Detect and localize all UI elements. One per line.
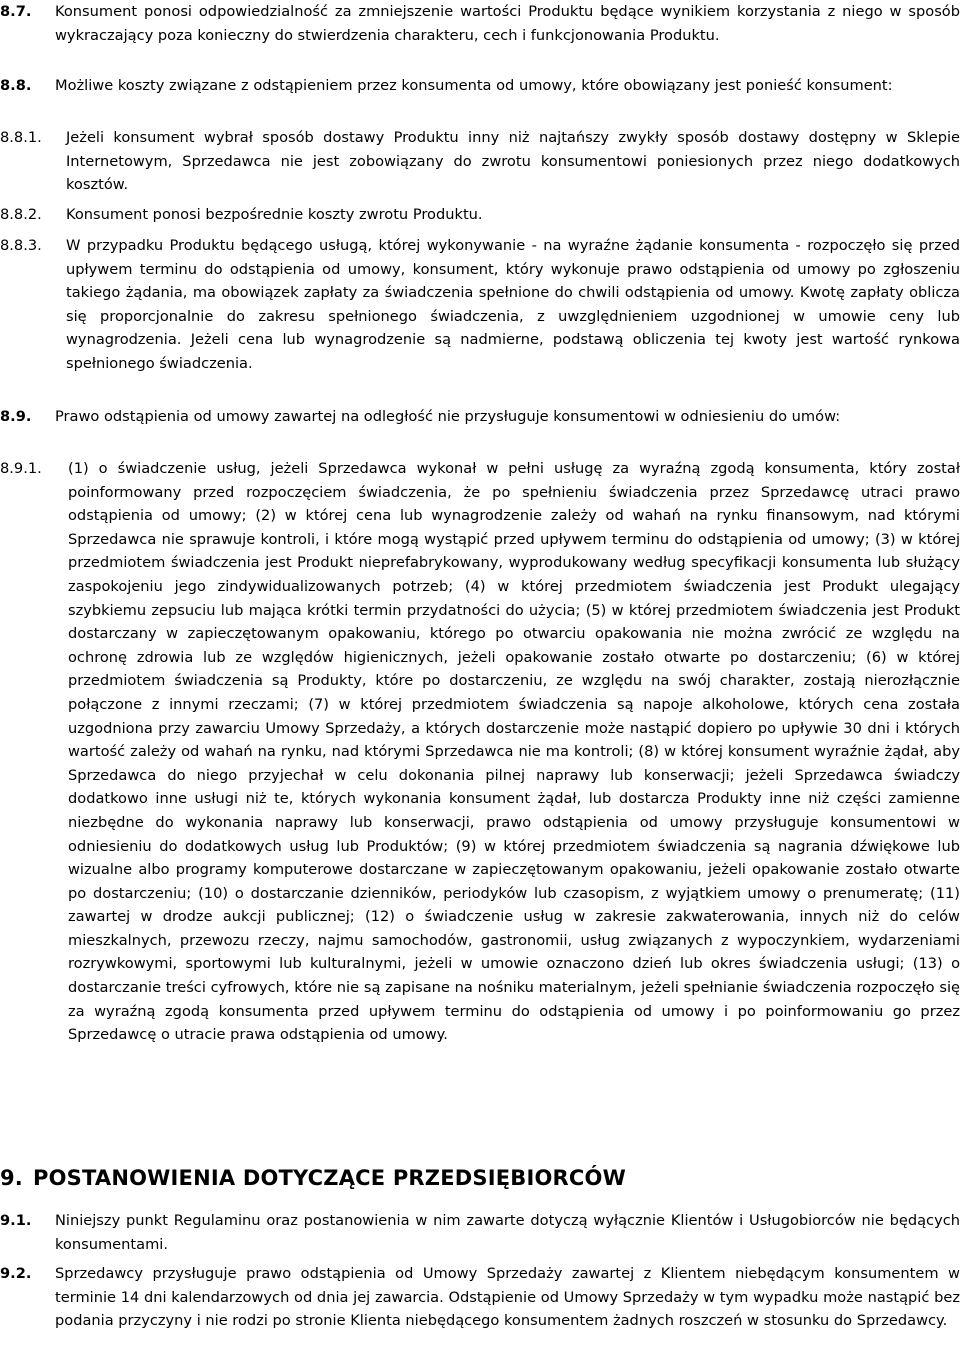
section-text: (1) o świadczenie usług, jeżeli Sprzedawca wykonał w pełni usługę za wyraźną zgodą konsumenta, który został poinformowany przed rozpoczęciem świadczenia, że po spełnieniu świadczenia przez Sprzedawcę utraci prawo odstąpienia od umowy; (2) w której cena lub wynagrodzenie zależy od wahań na rynku finansowym, nad którymi Sprzedawca nie sprawuje kontroli, i które mogą wystąpić przed upływem terminu do odstąpienia od umowy; (3) w której przedmiotem świadczenia jest Produkt nieprefabrykowany, wyprodukowany według specyfikacji konsumenta lub służący zaspokojeniu jego zindywidualizowanych potrzeb; (4) w której przedmiotem świadczenia jest Produkt ulegający szybkiemu zepsuciu lub mająca krótki termin przydatności do użycia; (5) w której przedmiotem świadczenia jest Produkt dostarczany w zapieczętowanym opakowaniu, którego po otwarciu opakowania nie można zwrócić ze względu na ochronę zdrowia lub ze względów higienicznych, jeżeli opakowanie zostało otwarte po dostarczeniu; (6) w której przedmiotem świadczenia są Produkty, które po dostarczeniu, ze względu na swój charakter, zostają nierozłącznie połączone z innymi rzeczami; (7) w której przedmiotem świadczenia są napoje alkoholowe, których cena została uzgodniona przy zawarciu Umowy Sprzedaży, a których dostarczenie może nastąpić dopiero po upływie 30 dni i których wartość zależy od wahań na rynku, nad którymi Sprzedawca nie ma kontroli; (8) w której konsument wyraźnie żądał, aby Sprzedawca do niego przyjechał w celu dokonania pilnej naprawy lub konserwacji; jeżeli Sprzedawca świadczy dodatkowo inne usługi niż te, których wykonania konsument żądał, lub dostarcza Produkty inne niż części zamienne niezbędne do wykonania naprawy lub konserwacji, prawo odstąpienia od umowy przysługuje konsumentowi w odniesieniu do dodatkowych usług lub Produktów; (9) w której przedmiotem świadczenia są nagrania dźwiękowe lub wizualne albo programy komputerowe dostarczane w zapieczętowanym opakowaniu, jeżeli opakowanie zostało otwarte po dostarczeniu; (10) o dostarczanie dzienników, periodyków lub czasopism, z wyjątkiem umowy o prenumeratę; (11) zawartej w drodze aukcji publicznej; (12) o świadczenie usług w zakresie zakwaterowania, innych niż do celów mieszkalnych, przewozu rzeczy, najmu samochodów, gastronomii, usług związanych z wypoczynkiem, wydarzeniami rozrywkowymi, sportowymi lub kulturalnymi, jeżeli w umowie oznaczono dzień lub okres świadczenia usługi; (13) o dostarczanie treści cyfrowych, które nie są zapisane na nośniku materialnym, jeżeli spełnianie świadczenia rozpoczęło się za wyraźną zgodą konsumenta przed upływem terminu do odstąpienia od umowy i po poinformowaniu go przez Sprzedawcę o utracie prawa odstąpienia od umowy. xyxy=(68,460,960,1044)
section-8-8-3 xyxy=(0,234,960,376)
section-number: 8.9.1. xyxy=(0,460,42,477)
section-number: 9.1. xyxy=(0,1212,32,1229)
section-text: Prawo odstąpienia od umowy zawartej na odległość nie przysługuje konsumentowi w odniesieniu do umów: xyxy=(55,408,841,425)
section-number: 8.9. xyxy=(0,408,32,425)
section-text: W przypadku Produktu będącego usługą, której wykonywanie - na wyraźne żądanie konsumenta - rozpoczęło się przed upływem terminu do odstąpienia od umowy, konsument, który wykonuje prawo odstąpienia od umowy po zgłoszeniu takiego żądania, ma obowiązek zapłaty za świadczenia spełnione do chwili odstąpienia od umowy. Kwotę zapłaty oblicza się proporcjonalnie do zakresu spełnionego świadczenia, z uwzględnieniem uzgodnionej w umowie ceny lub wynagrodzenia. Jeżeli cena lub wynagrodzenie są nadmierne, podstawą obliczenia tej kwoty jest wartość rynkowa spełnionego świadczenia. xyxy=(66,237,960,372)
section-8-8-1 xyxy=(0,126,960,197)
section-number: 8.8.2. xyxy=(0,206,42,223)
section-number: 8.7. xyxy=(0,3,32,20)
section-text: Sprzedawcy przysługuje prawo odstąpienia od Umowy Sprzedaży zawartej z Klientem niebędącym konsumentem w terminie 14 dni kalendarzowych od dnia jej zawarcia. Odstąpienie od Umowy Sprzedaży w tym wypadku może nastąpić bez podania przyczyny i nie rodzi po stronie Klienta niebędącego konsumentem żadnych roszczeń w stosunku do Sprzedawcy. xyxy=(55,1265,960,1330)
section-8-9-1 xyxy=(0,457,960,1047)
section-8-9 xyxy=(0,405,960,429)
section-text: Niniejszy punkt Regulaminu oraz postanowienia w nim zawarte dotyczą wyłącznie Klientów i Usługobiorców nie będących konsumentami. xyxy=(55,1212,960,1253)
section-8-8-2 xyxy=(0,203,960,227)
section-text: Konsument ponosi odpowiedzialność za zmniejszenie wartości Produktu będące wynikiem korzystania z niego w sposób wykraczający poza konieczny do stwierdzenia charakteru, cech i funkcjonowania Produktu. xyxy=(55,3,960,44)
section-number: 9.2. xyxy=(0,1265,32,1282)
section-text: Jeżeli konsument wybrał sposób dostawy Produktu inny niż najtańszy zwykły sposób dostawy dostępny w Sklepie Internetowym, Sprzedawca nie jest zobowiązany do zwrotu konsumentowi poniesionych przez niego dodatkowych kosztów. xyxy=(66,129,960,194)
section-number: 8.8. xyxy=(0,77,32,94)
chapter-title: POSTANOWIENIA DOTYCZĄCE PRZEDSIĘBIORCÓW xyxy=(33,1166,626,1190)
section-number: 8.8.3. xyxy=(0,237,42,254)
section-9-2 xyxy=(0,1262,960,1333)
chapter-number: 9. xyxy=(0,1166,23,1190)
section-text: Możliwe koszty związane z odstąpieniem przez konsumenta od umowy, które obowiązany jest ponieść konsument: xyxy=(55,77,893,94)
section-8-7 xyxy=(0,0,960,47)
chapter-heading xyxy=(0,1163,626,1193)
section-number: 8.8.1. xyxy=(0,129,42,146)
section-9-1 xyxy=(0,1209,960,1256)
section-8-8 xyxy=(0,74,960,98)
section-text: Konsument ponosi bezpośrednie koszty zwrotu Produktu. xyxy=(66,206,483,223)
